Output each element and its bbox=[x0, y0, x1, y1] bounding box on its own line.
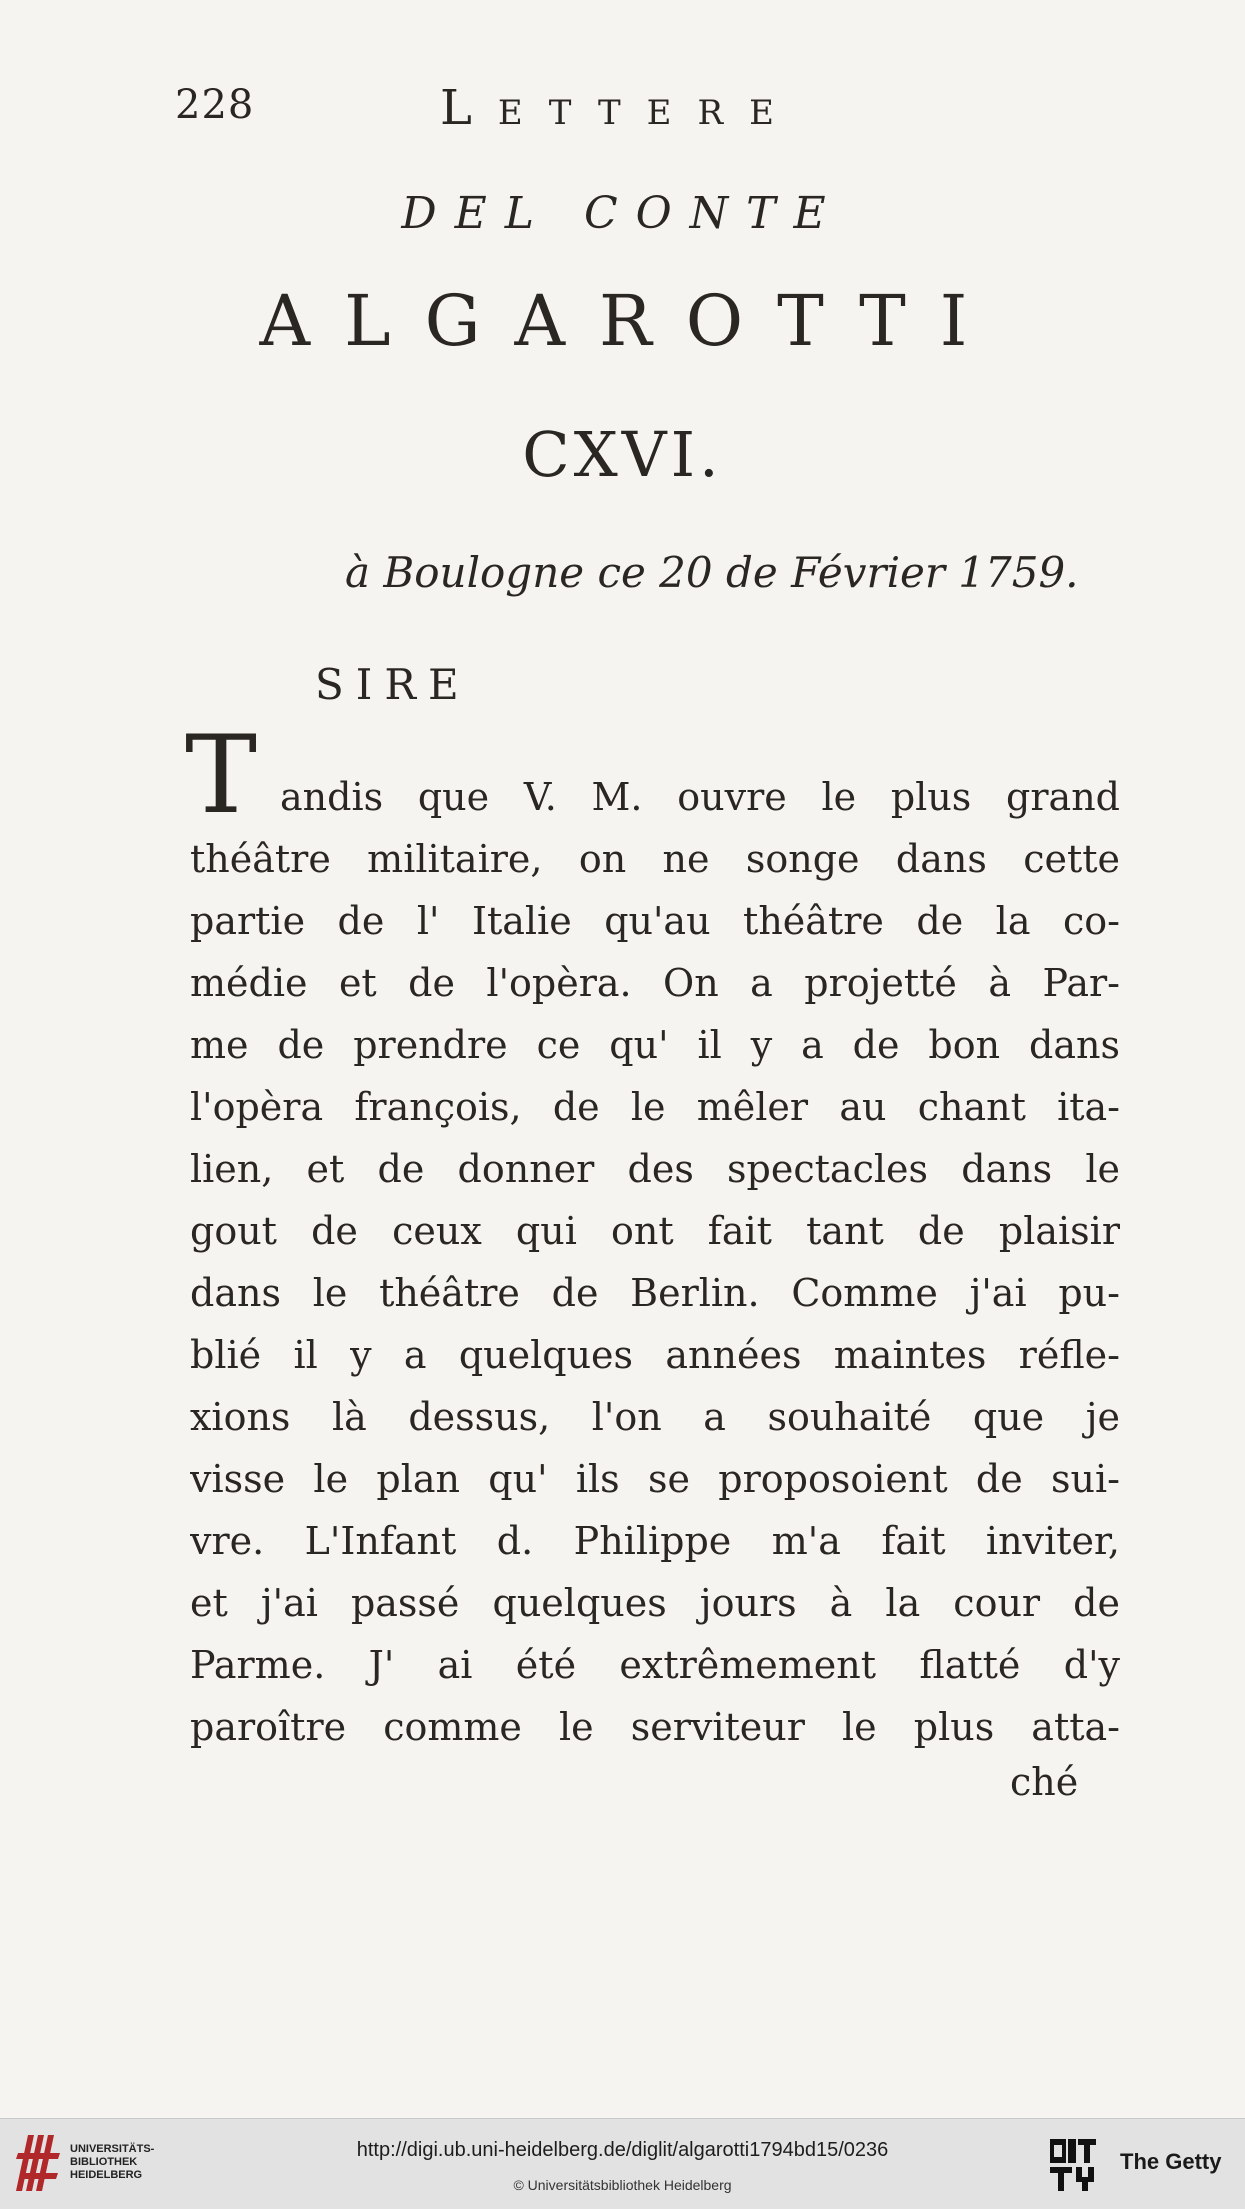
letter-number: CXVI. bbox=[522, 418, 723, 491]
text-line: dans le théâtre de Berlin. Comme j'ai pu- bbox=[190, 1271, 1120, 1315]
text-line: andis que V. M. ouvre le plus grand bbox=[280, 775, 1120, 819]
footer-bar bbox=[0, 2118, 1245, 2209]
text-line: vre. L'Infant d. Philippe m'a fait inviter, bbox=[190, 1519, 1120, 1563]
getty-name: The Getty bbox=[1120, 2149, 1222, 2174]
salutation: SIRE bbox=[315, 660, 471, 709]
text-line: partie de l' Italie qu'au théâtre de la co- bbox=[190, 899, 1120, 943]
drop-cap: T bbox=[185, 713, 258, 838]
copyright-notice: © Universitätsbibliothek Heidelberg bbox=[513, 2177, 732, 2193]
getty-logo-icon[interactable] bbox=[1048, 2137, 1100, 2193]
library-name-line: UNIVERSITÄTS- bbox=[70, 2143, 155, 2155]
text-line: paroître comme le serviteur le plus atta- bbox=[190, 1705, 1120, 1749]
text-line: et j'ai passé quelques jours à la cour de bbox=[190, 1581, 1120, 1625]
author-name: ALGAROTTI bbox=[259, 280, 1002, 362]
subtitle: DEL CONTE bbox=[401, 188, 844, 239]
catchword: ché bbox=[1010, 1760, 1079, 1804]
text-line: l'opèra françois, de le mêler au chant ita- bbox=[190, 1085, 1120, 1129]
text-line: xions là dessus, l'on a souhaité que je bbox=[190, 1395, 1120, 1439]
text-line: médie et de l'opèra. On a projetté à Par- bbox=[190, 961, 1120, 1005]
permalink-url[interactable]: http://digi.ub.uni-heidelberg.de/diglit/algarotti1794bd15/0236 bbox=[356, 2139, 889, 2161]
text-line: gout de ceux qui ont fait tant de plaisir bbox=[190, 1209, 1120, 1253]
text-line: me de prendre ce qu' il y a de bon dans bbox=[190, 1023, 1120, 1067]
text-line: Parme. J' ai été extrêmement flatté d'y bbox=[190, 1643, 1120, 1687]
page-number: 228 bbox=[175, 82, 255, 128]
text-line: lien, et de donner des spectacles dans le bbox=[190, 1147, 1120, 1191]
dateline: à Boulogne ce 20 de Février 1759. bbox=[345, 548, 1079, 597]
running-title: Lettere bbox=[440, 80, 800, 136]
text-line: visse le plan qu' ils se proposoient de sui- bbox=[190, 1457, 1120, 1501]
library-name-line: BIBLIOTHEK bbox=[70, 2156, 138, 2168]
running-head bbox=[175, 82, 1125, 142]
text-line: blié il y a quelques années maintes réfle- bbox=[190, 1333, 1120, 1377]
text-line: théâtre militaire, on ne songe dans cette bbox=[190, 837, 1120, 881]
library-name-line: HEIDELBERG bbox=[70, 2169, 143, 2181]
